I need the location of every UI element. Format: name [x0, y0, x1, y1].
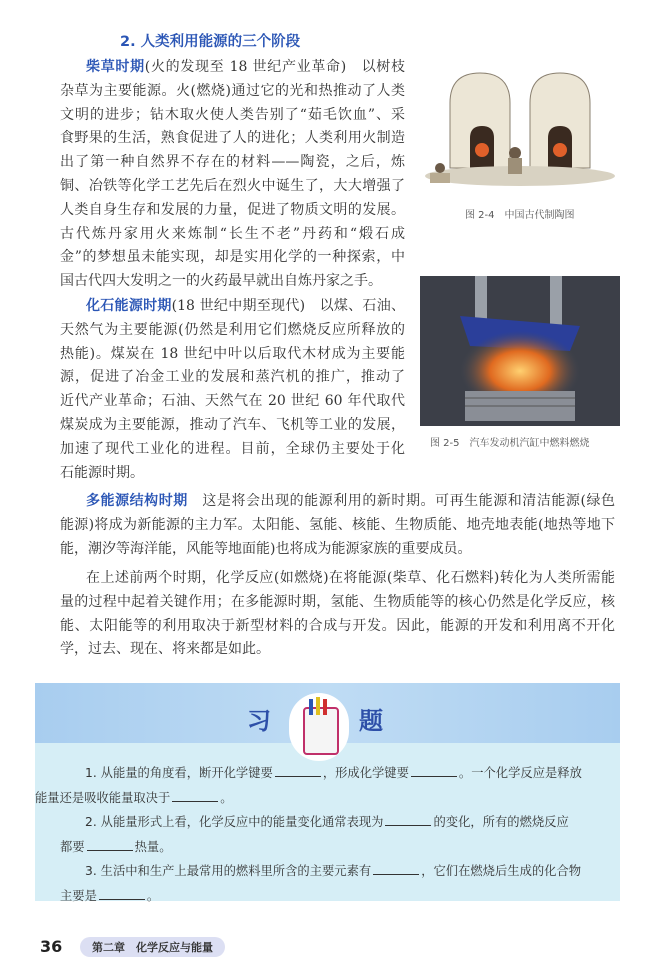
text-line: 多能源结构时期 这是将会出现的能源利用的新时期。可再生能源和清洁能源(绿色 [86, 493, 616, 509]
exercise-1: 1. 从能量的角度看，断开化学键要 ，形成化学键要 。一个化学反应是释放 能量还是吸收能量取决于 。 [35, 766, 582, 805]
text-line: 金”的梦想虽未能实现，却是实用化学的一种探索，中 [60, 249, 405, 266]
pencil-pocket-icon [289, 693, 349, 761]
era-keyword: 化石能源时期 [86, 298, 172, 314]
text-line: 古代炼丹家用火来炼制“长生不老”丹药和“煅石成 [60, 225, 405, 242]
answer-blank[interactable] [385, 813, 431, 826]
text-line: 能，潮汐等海洋能，风能等地面能)也将成为能源家族的重要成员。 [60, 540, 472, 557]
pottery-kiln-illustration [420, 58, 620, 198]
text-line: 化石能源时期(18 世纪中期至现代) 以煤、石油、 [86, 298, 405, 314]
page-number: 36 [40, 937, 63, 956]
paragraph-firewood-era [60, 56, 405, 294]
text-line: 煤炭成为主要能源，推动了汽车、飞机等工业的发展， [60, 416, 405, 433]
exercise-3: 3. 生活中和生产上最常用的燃料里所含的主要元素有 ，它们在燃烧后生成的化合物 主要是 。 [60, 864, 582, 903]
text-line: 加速了现代工业化的进程。目前，全球仍主要处于化 [60, 440, 405, 457]
answer-blank[interactable] [172, 789, 218, 802]
paragraph-summary [60, 566, 615, 661]
exercises-header [35, 683, 620, 743]
paragraph-fossil-era [60, 295, 405, 485]
figure-engine-combustion [420, 276, 620, 426]
text-line: 柴草时期(火的发现至 18 世纪产业革命) 以树枝 [86, 59, 406, 75]
chapter-label: 第二章 化学反应与能量 [80, 937, 225, 957]
answer-blank[interactable] [275, 764, 321, 777]
era-keyword: 柴草时期 [86, 59, 145, 75]
text-line: 能、太阳能等的利用取决于新型材料的合成与开发。因此，能源的开发和利用离不开化 [60, 617, 615, 634]
text-line: 人类自身生存和发展的力量，促进了物质文明的发展。 [60, 201, 405, 218]
exercises-box [35, 683, 620, 901]
text-line: 文明的进步；钻木取火使人类告别了“茹毛饮血”、采 [60, 106, 405, 123]
paragraph-multi-energy-era [60, 489, 615, 560]
text-line: 杂草为主要能源。火(燃烧)通过它的光和热推动了人类 [60, 82, 405, 99]
engine-cylinder-photo [420, 276, 620, 426]
section-heading: 2. 人类利用能源的三个阶段 [120, 34, 301, 50]
text-line: 量的过程中起着关键作用；在多能源时期，氢能、生物质能等的核心仍然是化学反应，核 [60, 593, 615, 610]
text-line: 天然气为主要能源(仍然是利用它们燃烧反应所释放的 [60, 321, 405, 338]
text-line: 近代产业革命；石油、天然气在 20 世纪 60 年代取代 [60, 393, 405, 410]
text-line: 铜、冶铁等化学工艺先后在烈火中诞生了，大大增强了 [60, 177, 405, 194]
text-line: 学，过去、现在、将来都是如此。 [60, 641, 270, 658]
answer-blank[interactable] [411, 764, 457, 777]
figure-caption: 图 2-5 汽车发动机汽缸中燃料燃烧 [430, 438, 590, 449]
text-line: 石能源时期。 [60, 464, 144, 481]
figure-caption: 图 2-4 中国古代制陶图 [465, 210, 575, 221]
answer-blank[interactable] [87, 838, 133, 851]
text-line: 食野果的生活，熟食促进了人的进化；人类利用火制造 [60, 130, 405, 147]
text-line: 能源)将成为新能源的主力军。太阳能、氢能、核能、生物质能、地壳地表能(地热等地下 [60, 516, 615, 533]
text-line: 热能)。煤炭在 18 世纪中叶以后取代木材成为主要能 [60, 345, 405, 362]
era-keyword: 多能源结构时期 [86, 493, 188, 509]
exercises-title-right: 题 [359, 707, 383, 735]
answer-blank[interactable] [373, 862, 419, 875]
text-line: 源，促进了冶金工业的发展和蒸汽机的推广，推动了 [60, 369, 405, 386]
text-line: 在上述前两个时期，化学反应(如燃烧)在将能源(柴草、化石燃料)转化为人类所需能 [86, 570, 615, 586]
exercises-title-left: 习 [247, 707, 271, 735]
exercise-2: 2. 从能量形式上看，化学反应中的能量变化通常表现为 的变化，所有的燃烧反应 都要 热量。 [60, 815, 569, 854]
text-line: 国古代四大发明之一的火药最早就出自炼丹家之手。 [60, 273, 382, 290]
answer-blank[interactable] [99, 887, 145, 900]
figure-ancient-pottery [420, 58, 620, 198]
text-line: 出了第一种自然界不存在的材料——陶瓷，之后，炼 [60, 154, 405, 171]
